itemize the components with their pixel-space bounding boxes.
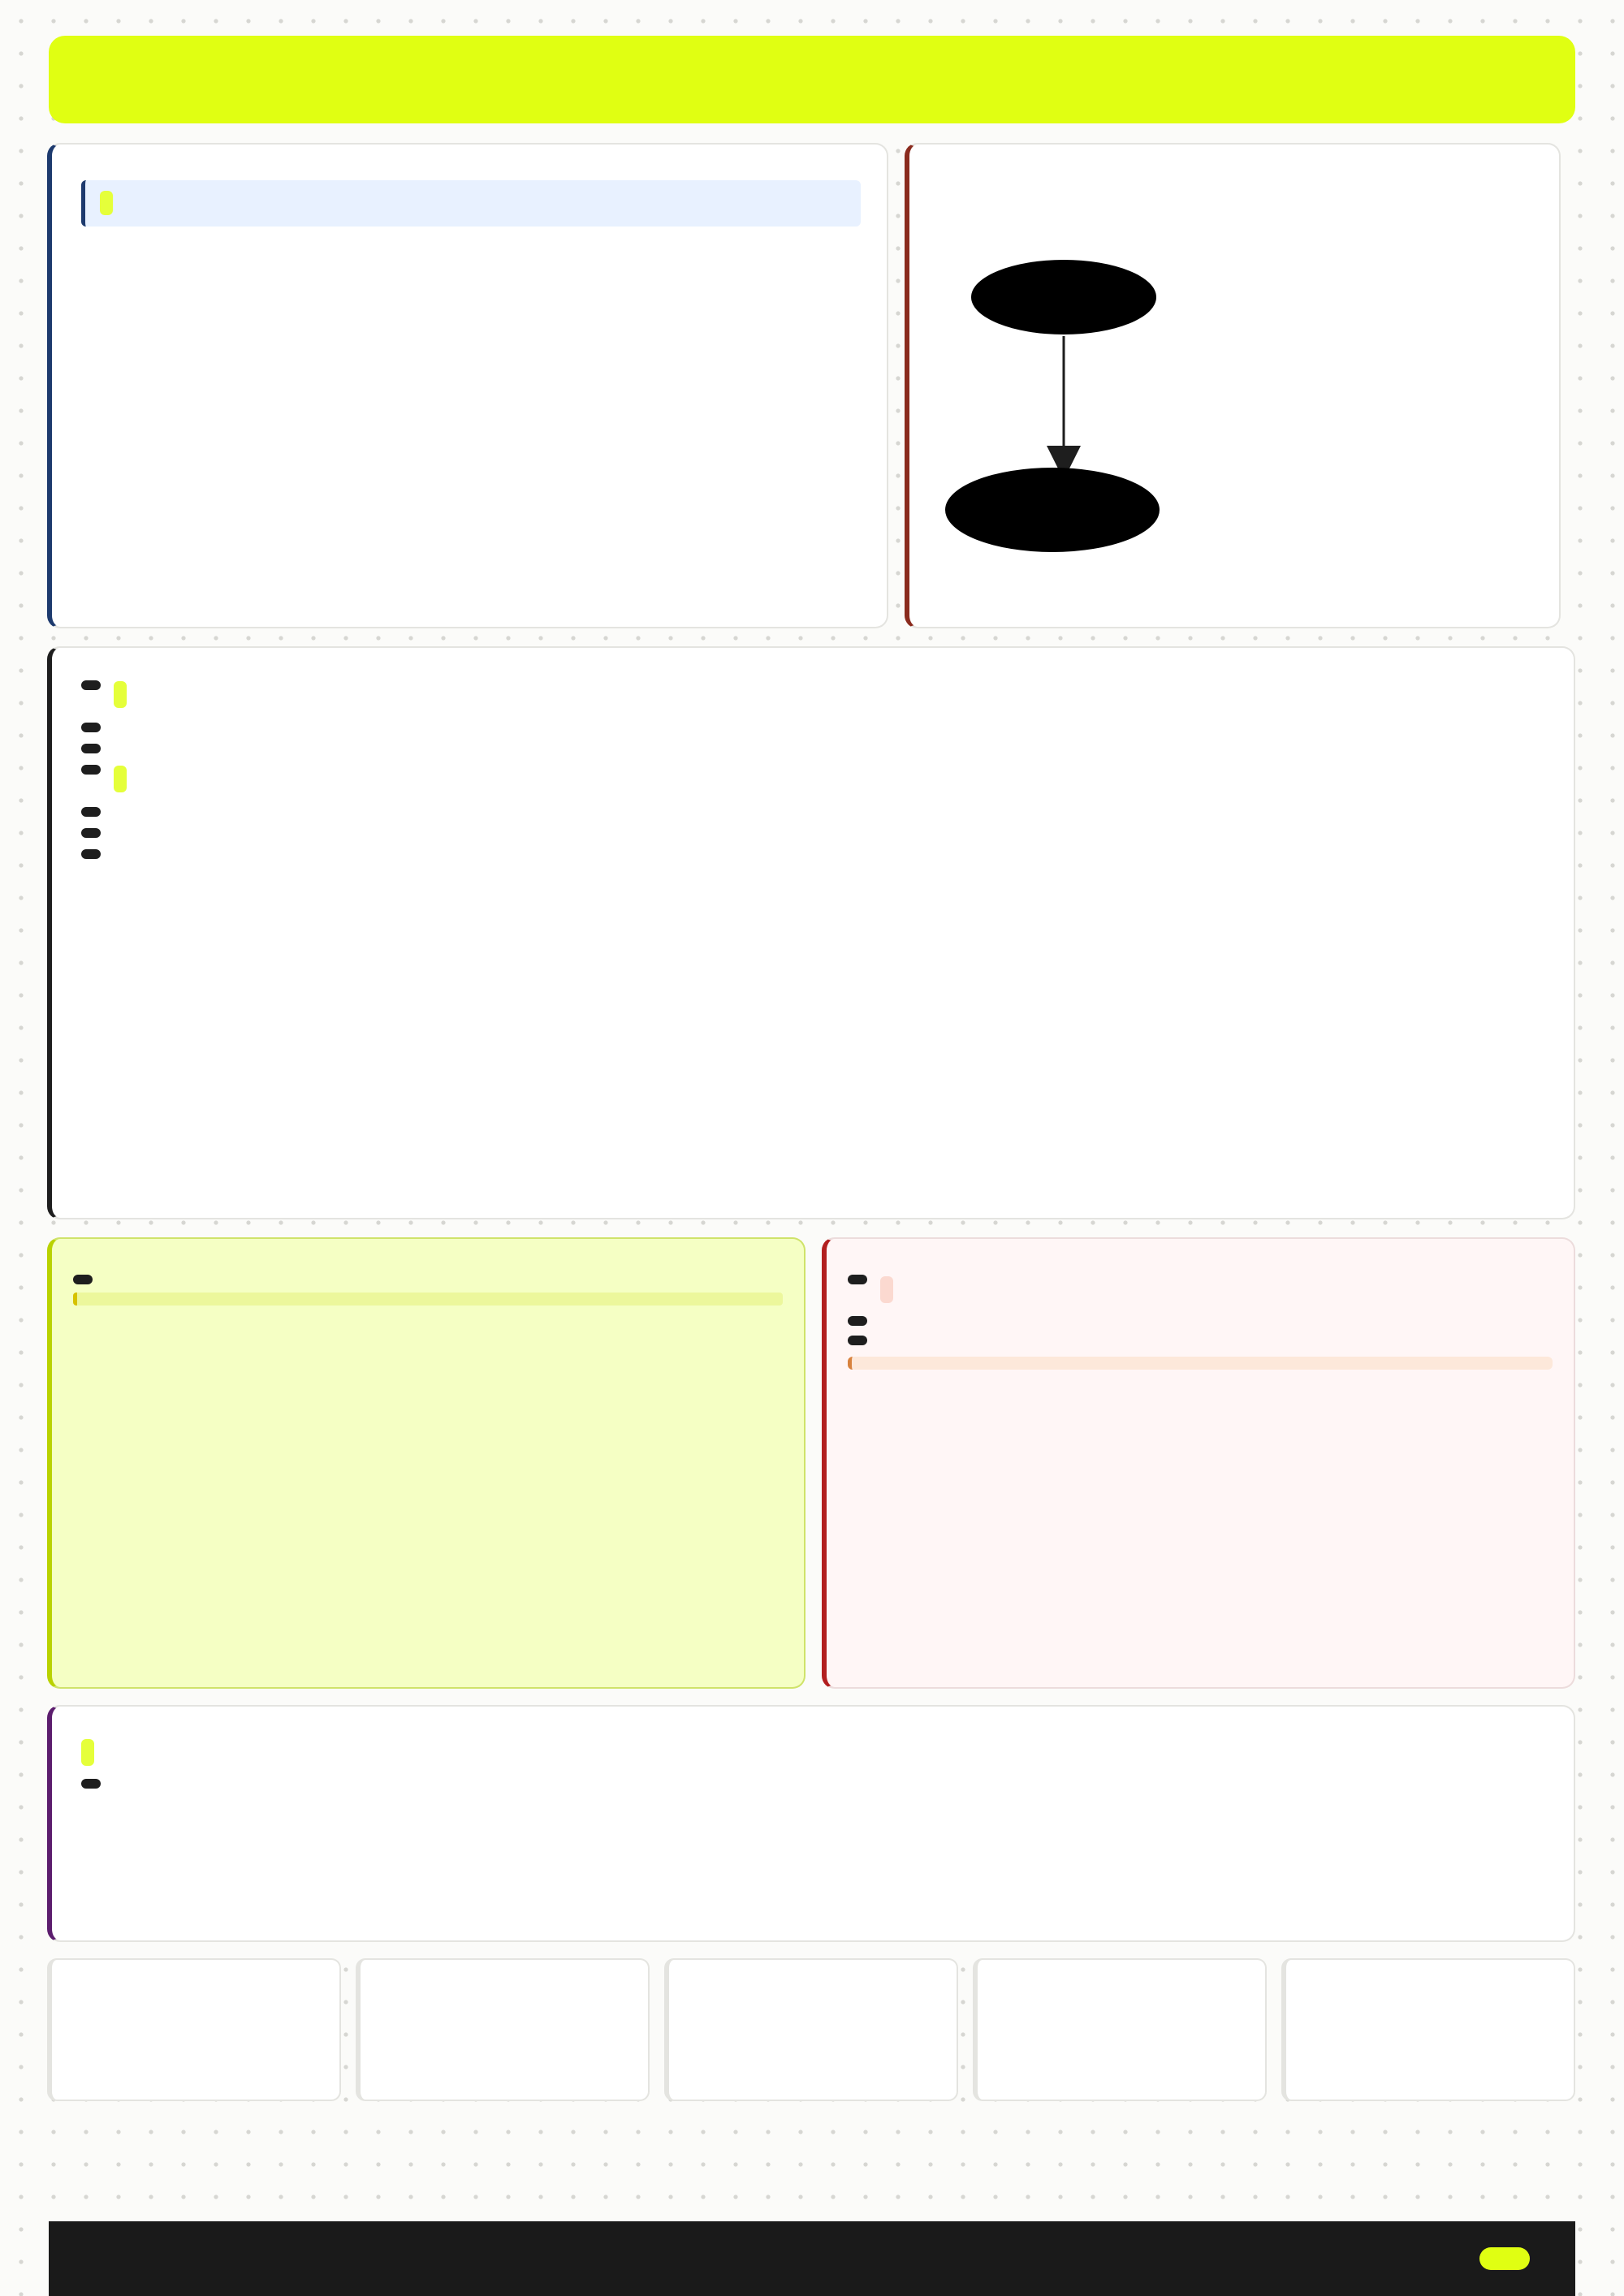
author-quote <box>114 766 127 792</box>
rabelais-quote <box>73 1293 783 1306</box>
humans-node <box>945 468 1160 552</box>
author-badge <box>81 849 101 859</box>
definition-card <box>47 143 888 628</box>
glossary-card-responsibility <box>1281 1958 1575 2101</box>
alienates-card <box>822 1237 1575 1689</box>
olympus-node <box>971 260 1156 334</box>
authors-card <box>47 646 1575 1219</box>
hubris-note <box>848 1357 1553 1370</box>
author-badge <box>81 807 101 817</box>
glossary-card-hubris <box>973 1958 1267 2101</box>
alienates-highlight <box>880 1276 893 1303</box>
alienates-row <box>848 1273 1553 1306</box>
author-badge <box>81 828 101 838</box>
page-footer <box>49 2221 1575 2296</box>
author-row <box>81 721 1548 732</box>
author-badge <box>81 680 101 690</box>
author-quote <box>114 681 127 708</box>
author-badge <box>73 1275 93 1284</box>
alienates-row <box>848 1314 1553 1326</box>
author-badge <box>81 765 101 775</box>
frees-badge-row <box>73 1273 783 1284</box>
download-button[interactable] <box>1479 2247 1530 2270</box>
author-badge <box>848 1336 867 1345</box>
synthesis-highlight <box>81 1739 94 1766</box>
frees-card <box>47 1237 806 1689</box>
definition-note <box>81 180 861 227</box>
author-row <box>81 679 1548 711</box>
author-badge <box>81 744 101 753</box>
glossary-card-homo-faber <box>356 1958 650 2101</box>
author-row <box>81 826 1548 838</box>
author-row <box>81 742 1548 753</box>
page-header <box>49 36 1575 123</box>
author-badge <box>81 723 101 732</box>
author-row <box>81 805 1548 817</box>
author-row <box>81 763 1548 796</box>
glossary-card-techne <box>47 1958 341 2101</box>
glossary-card-gestell <box>664 1958 958 2101</box>
prometheus-diagram <box>909 145 1559 627</box>
author-badge <box>81 1779 101 1789</box>
synthesis-point <box>81 1736 1548 1769</box>
author-badge <box>848 1316 867 1326</box>
synthesis-badge-row <box>81 1777 1548 1789</box>
author-badge <box>848 1275 867 1284</box>
note-highlight <box>100 191 113 215</box>
schema-card <box>905 143 1561 628</box>
author-row <box>81 848 1548 859</box>
synthesis-card <box>47 1705 1575 1942</box>
alienates-row <box>848 1334 1553 1345</box>
